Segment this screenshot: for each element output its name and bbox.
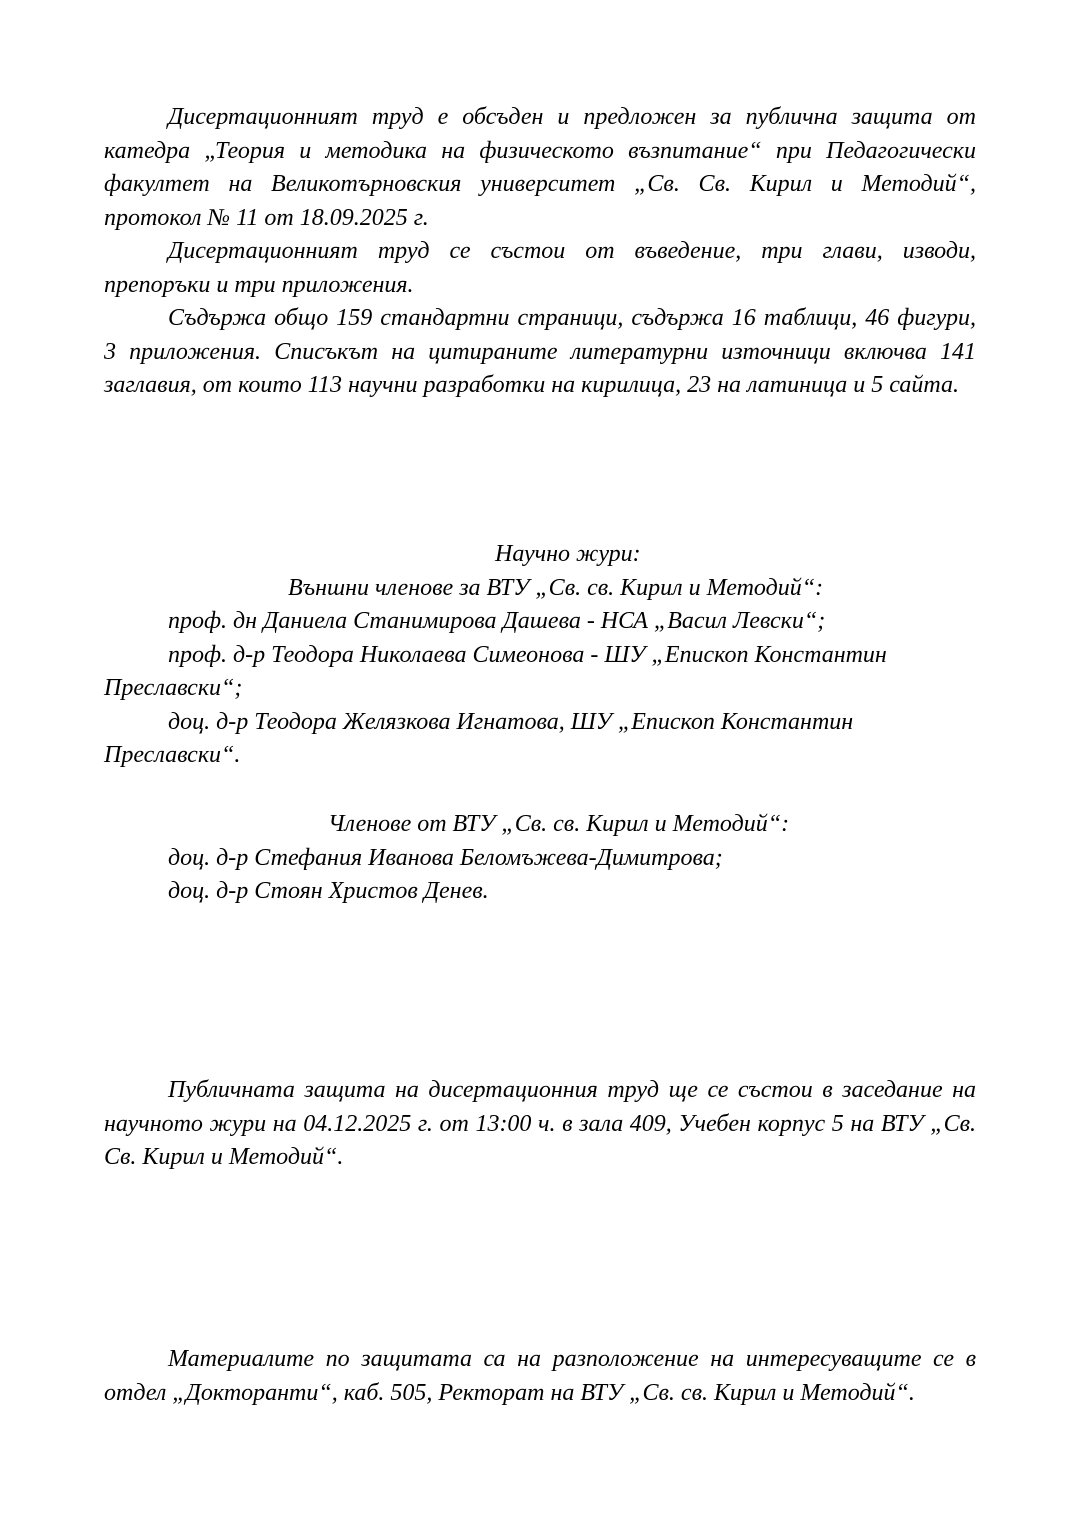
internal-members-heading: Членове от ВТУ „Св. св. Кирил и Методий“: (328, 811, 790, 837)
external-members-list (104, 605, 976, 773)
internal-member: доц. д-р Стоян Христов Денев. (168, 878, 489, 904)
intro-section (104, 101, 976, 403)
defense-paragraph: Публичната защита на дисертационния труд ще се състои в заседание на научното жури на 04.12.2025 г. от 13:00 ч. в зала 409, Учебен корпус 5 на ВТУ „Св. Св. Кирил и Методий“. (104, 1077, 976, 1170)
jury-title: Научно жури: (495, 541, 641, 567)
intro-paragraph-discussion: Дисертационният труд е обсъден и предложен за публична защита от катедра „Теория и методика на физическото възпитание“ при Педагогически факултет на Великотърновския университет „Св. Св. Кирил и Методий“, протокол № 11 от 18.09.2025 г. (104, 104, 976, 231)
external-member: доц. д-р Теодора Желязкова Игнатова, ШУ „Епископ Константин Преславски“. (104, 708, 854, 768)
external-member: проф. дн Даниела Станимирова Дашева - НСА „Васил Левски“; (168, 608, 826, 634)
defense-section (104, 1074, 976, 1175)
jury-section (104, 538, 976, 918)
materials-paragraph: Материалите по защитата са на разположение на интересуващите се в отдел „Докторанти“, каб. 505, Ректорат на ВТУ „Св. св. Кирил и Методий“. (104, 1346, 976, 1406)
external-members-heading: Външни членове за ВТУ „Св. св. Кирил и Методий“: (288, 574, 824, 601)
internal-members-list (104, 842, 976, 909)
external-member: проф. д-р Теодора Николаева Симеонова - ШУ „Епископ Константин Преславски“; (104, 641, 887, 701)
materials-section (104, 1343, 976, 1410)
intro-paragraph-structure: Дисертационният труд се състои от въведение, три глави, изводи, препоръки и три приложения. (104, 238, 976, 298)
internal-member: доц. д-р Стефания Иванова Беломъжева-Димитрова; (168, 844, 723, 871)
intro-paragraph-contents: Съдържа общо 159 стандартни страници, съдържа 16 таблици, 46 фигури, 3 приложения. Списъкът на цитираните литературни източници включва 141 заглавия, от които 113 научни разработки на кирилица, 23 на латиница и 5 сайта. (104, 305, 976, 398)
